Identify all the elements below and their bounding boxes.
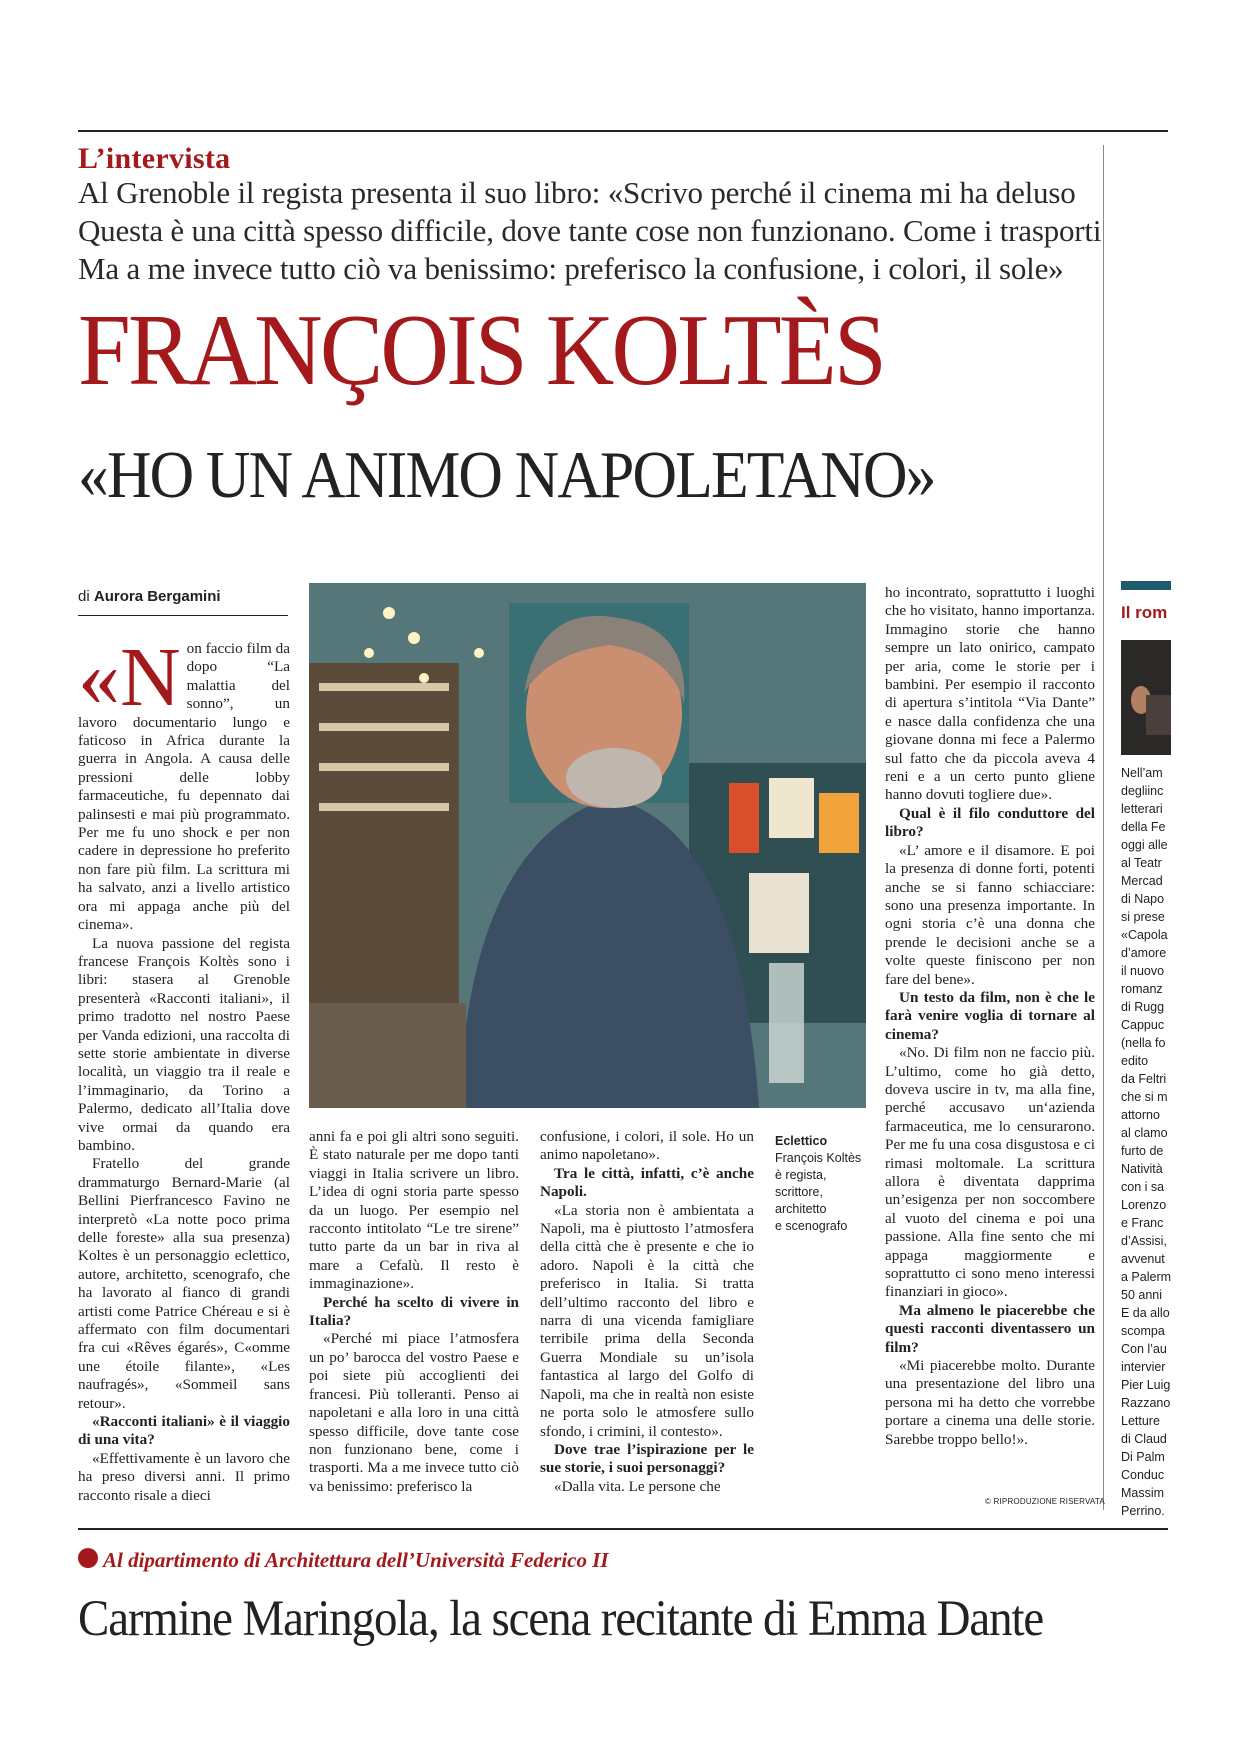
sidebar-line: intervier xyxy=(1121,1360,1166,1374)
copyright-notice: © RIPRODUZIONE RISERVATA xyxy=(985,1497,1105,1506)
photo-illustration xyxy=(309,583,866,1108)
sidebar-line: a Palerm xyxy=(1121,1270,1171,1284)
top-rule xyxy=(78,130,1168,132)
question: Ma almeno le piacerebbe che questi racconti diventassero un film? xyxy=(885,1301,1095,1356)
sidebar-line: al Teatr xyxy=(1121,856,1162,870)
article-column-2 xyxy=(309,1128,519,1496)
paragraph: «L’ amore e il disamore. E poi la presenza di donne forti, potenti anche se si fanno schiacciare: sono una presenza importante. In ogni storia c’è una donna che prende le decisioni anche se a volte queste finiscono per non fare del bene». xyxy=(885,841,1095,988)
sidebar-line: di Rugg xyxy=(1121,1000,1165,1014)
sidebar-line: d’Assisi, xyxy=(1121,1234,1167,1248)
article-column-4 xyxy=(885,584,1095,1449)
question: Tra le città, infatti, c’è anche Napoli. xyxy=(540,1164,754,1201)
sidebar-line: degliinc xyxy=(1121,784,1164,798)
sidebar-line: edito xyxy=(1121,1054,1149,1068)
sidebar-text xyxy=(1121,764,1171,1520)
footer-rule xyxy=(78,1528,1168,1530)
sidebar-line: oggi alle xyxy=(1121,838,1168,852)
sidebar-line: Mercad xyxy=(1121,874,1163,888)
byline-prefix: di xyxy=(78,588,90,605)
sidebar-line: Nell’am xyxy=(1121,766,1163,780)
subtitle-line-1: Al Grenoble il regista presenta il suo libro: «Scrivo perché il cinema mi ha deluso xyxy=(78,175,1076,210)
paragraph: anni fa e poi gli altri sono seguiti. È stato naturale per me dopo tanti viaggi in Italia scrivere un libro. L’idea di ogni storia parte spesso da un luogo. Per esempio nel racconto intitolato “Le tre sirene” tutto parte da un bar in riva al mare a Cefalù. Il resto è immaginazione». xyxy=(309,1128,519,1293)
sidebar-line: attorno xyxy=(1121,1108,1160,1122)
subtitle-line-2: Questa è una città spesso difficile, dove tante cose non funzionano. Come i trasporti xyxy=(78,213,1102,248)
sidebar-line: si prese xyxy=(1121,910,1165,924)
caption-line: scrittore, xyxy=(775,1185,823,1199)
headline-quote: «HO UN ANIMO NAPOLETANO» xyxy=(78,438,935,512)
sidebar-photo xyxy=(1121,640,1171,755)
paragraph: «Perché mi piace l’atmosfera un po’ barocca del vostro Paese e poi siete più accoglienti dei francesi. Più tolleranti. Penso ai napoletani e alla loro in una città spesso difficile, dove tante cose non funzionano bene, come i trasporti. Ma a me invece tutto ciò va benissimo: preferisco la xyxy=(309,1330,519,1495)
sidebar-line: d’amore xyxy=(1121,946,1167,960)
sidebar-line: romanz xyxy=(1121,982,1163,996)
question: Qual è il filo conduttore del libro? xyxy=(885,804,1095,841)
sidebar-line: Di Palm xyxy=(1121,1450,1165,1464)
sidebar-line: al clamo xyxy=(1121,1126,1168,1140)
paragraph: confusione, i colori, il sole. Ho un animo napoletano». xyxy=(540,1128,754,1164)
sidebar-line: della Fe xyxy=(1121,820,1166,834)
footer-bullet-icon xyxy=(78,1548,98,1568)
sidebar-line: scompa xyxy=(1121,1324,1165,1338)
byline xyxy=(78,588,221,605)
question: Un testo da film, non è che le farà venire voglia di tornare al cinema? xyxy=(885,988,1095,1043)
sidebar-line: 50 anni xyxy=(1121,1288,1163,1302)
paragraph: «Dalla vita. Le persone che xyxy=(554,1477,721,1495)
sidebar-line: furto de xyxy=(1121,1144,1164,1158)
caption-line: è regista, xyxy=(775,1168,827,1182)
byline-rule xyxy=(78,615,288,616)
caption-title: Eclettico xyxy=(775,1134,828,1148)
paragraph: ho incontrato, soprattutto i luoghi che ho visitato, hanno importanza. Immagino storie che hanno sempre un lato onirico, campato per aria, come le storie per i bambini. Per esempio il racconto di apertura s’intitola “Via Dante” e nasce dalla confidenza che una giovane donna mi fece a Palermo sul fatto che da piccola aveva 4 reni e a un certo punto gliene hanno dovuti togliere due». xyxy=(885,584,1095,804)
paragraph: «No. Di film non ne faccio più. L’ultimo, come ho già detto, doveva uscire in tv, ma alla fine, perché accusavo un‘azienda farmaceutica, me lo censurarono. Per me fu una cosa disgustosa e ci rimasi moltomale. La scrittura allora è diventata dapprima un’esigenza per non soccombere al vuoto del cinema e poi una passione. Alla fine sento che mi appaga maggiormente e soprattutto ci sono meno interessi finanziari in gioco». xyxy=(885,1044,1095,1301)
paragraph: «La storia non è ambientata a Napoli, ma è piuttosto l’atmosfera della città che è presente e che io adoro. Napoli è la città che preferisco in Italia. Si tratta dell’ultimo racconto del libro e narra di una vicenda famigliare terribile prima della Seconda Guerra Mondiale su un’isola fantastica al largo del Golfo di Napoli, ma che in realtà non esiste ne porta solo le atmosfere sullo sfondo, i crimini, il contesto». xyxy=(540,1201,754,1440)
sidebar-line: letterari xyxy=(1121,802,1163,816)
portrait-photo xyxy=(309,583,866,1108)
dropcap: «N xyxy=(78,631,181,724)
sidebar-line: Con l’au xyxy=(1121,1342,1167,1356)
sidebar-line: Natività xyxy=(1121,1162,1163,1176)
sidebar-line: il nuovo xyxy=(1121,964,1165,978)
sidebar-line: di Claud xyxy=(1121,1432,1167,1446)
question: Dove trae l’ispirazione per le sue storie, i suoi personaggi? xyxy=(540,1440,754,1477)
sidebar-line: che si m xyxy=(1121,1090,1168,1104)
sidebar-line: da Feltri xyxy=(1121,1072,1167,1086)
article-column-1 xyxy=(78,631,290,1505)
opening-paragraph: «Non faccio film da dopo “La malattia del sonno”, un lavoro documentario lungo e faticoso in Africa durante la guerra in Angola. A causa delle pressioni delle lobby farmaceutiche, fu depennato dai palinsesti e mai più programmato. Per me fu uno shock e per non cadere in depressione ho preferito non fare più film. La scrittura mi ha salvato, anzi a livello artistico ora mi appaga anche più del cinema». xyxy=(78,631,290,934)
article-column-3 xyxy=(540,1128,754,1496)
sidebar-line: E da allo xyxy=(1121,1306,1170,1320)
paragraph: «Effettivamente è un lavoro che ha preso diversi anni. Il primo racconto risale a dieci xyxy=(78,1449,290,1504)
caption-line: e scenografo xyxy=(775,1219,848,1233)
sidebar-line: (nella fo xyxy=(1121,1036,1166,1050)
sidebar-color-bar xyxy=(1121,581,1171,590)
sidebar-line: Conduc xyxy=(1121,1468,1165,1482)
sidebar-line: Letture xyxy=(1121,1414,1160,1428)
sidebar-line: «Capola xyxy=(1121,928,1168,942)
footer-kicker: Al dipartimento di Architettura dell’Università Federico II xyxy=(103,1548,609,1572)
caption-line: architetto xyxy=(775,1202,827,1216)
sidebar-line: Razzano xyxy=(1121,1396,1171,1410)
byline-author: Aurora Bergamini xyxy=(93,588,221,605)
sidebar-line: con i sa xyxy=(1121,1180,1165,1194)
subtitle-line-3: Ma a me invece tutto ciò va benissimo: preferisco la confusione, i colori, il sole» xyxy=(78,251,1064,286)
sidebar-line: Lorenzo xyxy=(1121,1198,1167,1212)
caption-line: François Koltès xyxy=(775,1151,862,1165)
footer-headline: Carmine Maringola, la scena recitante di Emma Dante xyxy=(78,1591,1044,1647)
paragraph: Fratello del grande drammaturgo Bernard-Marie (al Bellini Pierfrancesco Favino ne interpretò «La notte poco prima delle foreste» alla sua presenza) Koltes è un personaggio eclettico, autore, architetto, scenografo, che ha lavorato al fianco di grandi artisti come Patrice Chéreau e si è affermato con film documentari fra cui «Rêves égarés», C«omme une étoile filante», «Les naufragés», «Sommeil sans retour». xyxy=(78,1155,290,1412)
sidebar-line: Massim xyxy=(1121,1486,1165,1500)
sidebar-line: Cappuc xyxy=(1121,1018,1165,1032)
sidebar-line: e Franc xyxy=(1121,1216,1164,1230)
paragraph: La nuova passione del regista francese François Koltès sono i libri: stasera al Grenoble presenterà «Racconti italiani», il primo tradotto nel nostro Paese per Vanda edizioni, una raccolta di sette storie ambientate in diverse località, un viaggio tra il reale e l’immaginario, da Torino a Palermo, dedicato all’Italia dove vive ormai da quando era bambino. xyxy=(78,934,290,1154)
sidebar-title: Il rom xyxy=(1121,603,1168,622)
sidebar-photo-illustration xyxy=(1121,640,1171,755)
headline: FRANÇOIS KOLTÈS xyxy=(78,294,884,407)
section-kicker: L’intervista xyxy=(78,142,231,175)
sidebar-line: Perrino. xyxy=(1121,1504,1165,1518)
question: «Racconti italiani» è il viaggio di una vita? xyxy=(78,1413,290,1449)
paragraph: «Mi piacerebbe molto. Durante una presentazione del libro una persona mi ha detto che vorrebbe portare a cinema una delle storie. Sarebbe troppo bello!». xyxy=(885,1357,1095,1448)
sidebar-line: di Napo xyxy=(1121,892,1165,906)
photo-caption xyxy=(775,1133,870,1235)
sidebar-line: Pier Luig xyxy=(1121,1378,1171,1392)
column-divider xyxy=(1103,145,1104,1510)
sidebar-line: avvenut xyxy=(1121,1252,1165,1266)
question: Perché ha scelto di vivere in Italia? xyxy=(309,1293,519,1330)
